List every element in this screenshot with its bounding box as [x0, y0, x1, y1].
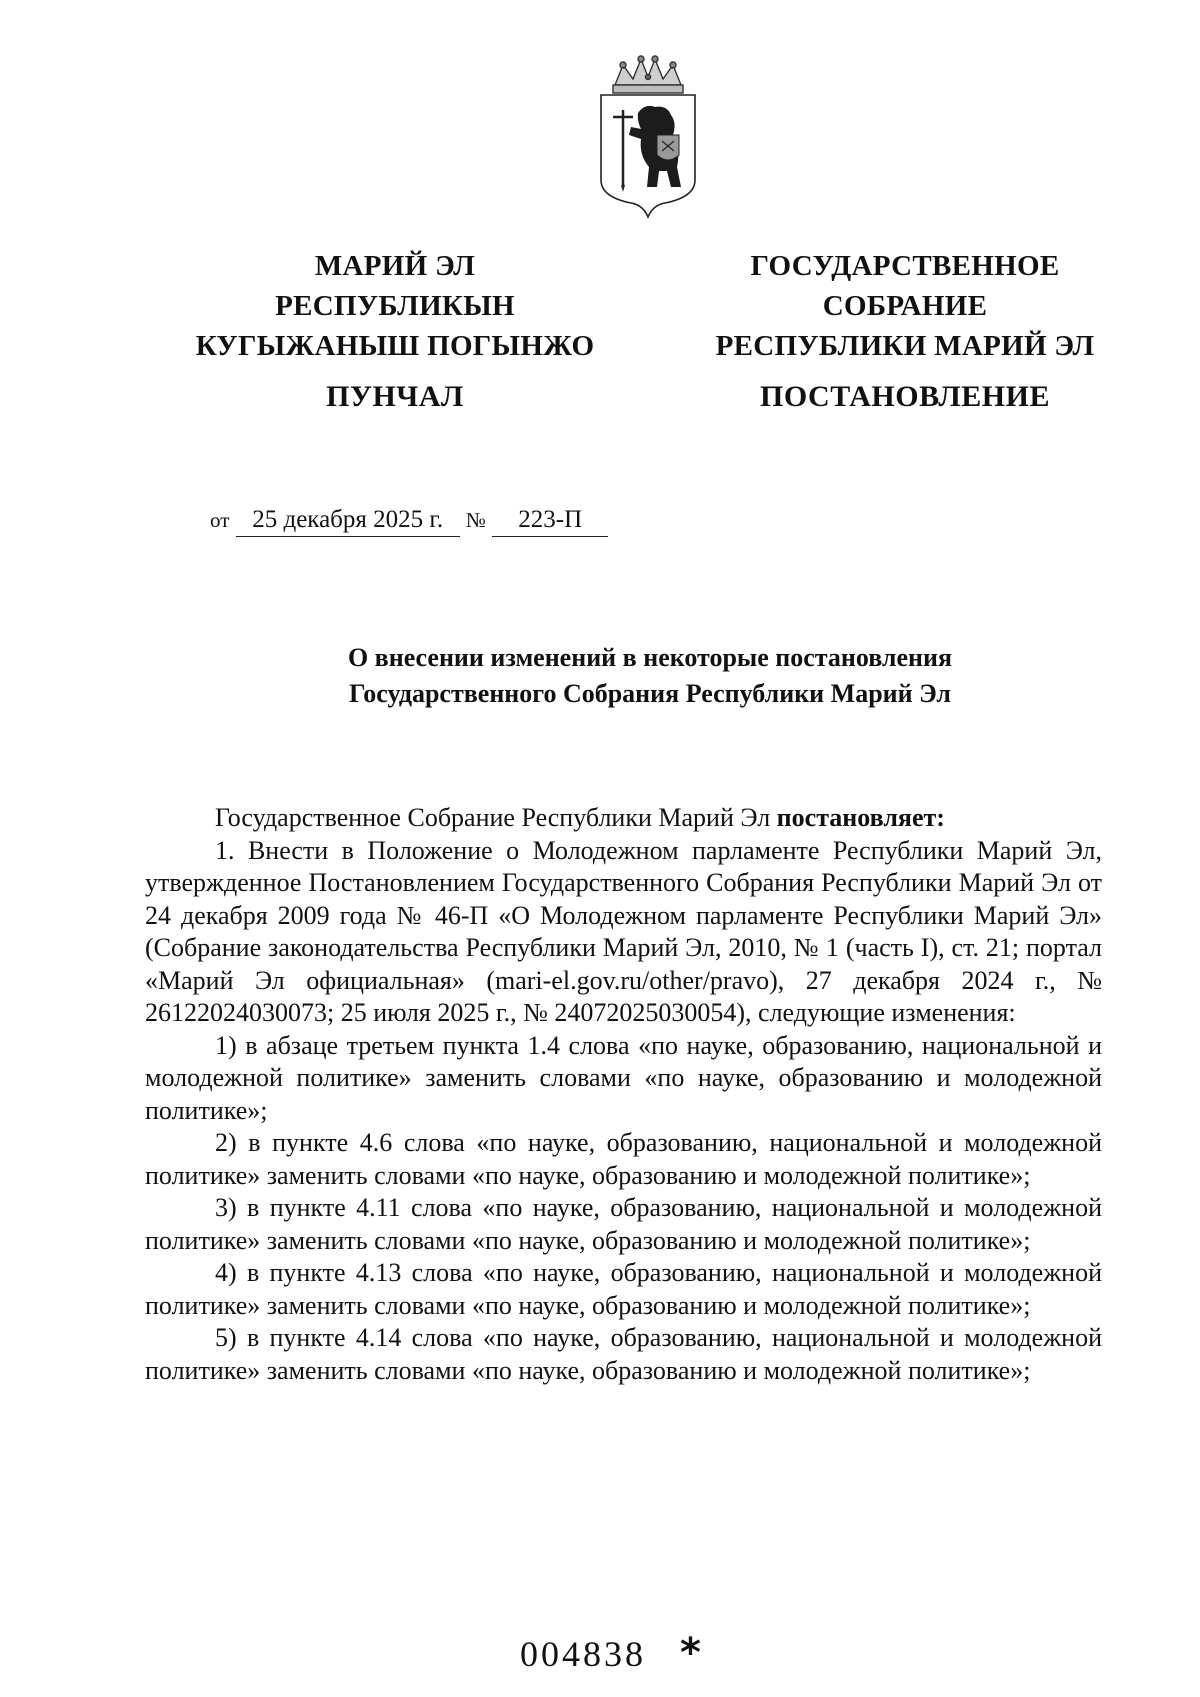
document-number: 223-П [492, 506, 608, 537]
body-paragraph: 1. Внести в Положение о Молодежном парламенте Республики Марий Эл, утвержденное Постановлением Государственного Собрания Республики Марий Эл от 24 декабря 2009 года № 46-П «О Молодежном парламенте Республики Марий Эл» (Собрание законодательства Республики Марий Эл, 2010, № 1 (часть I), ст. 21; портал «Марий Эл официальная» (mari-el.gov.ru/other/pravo), 27 декабря 2024 г., № 26122024030073; 25 июля 2025 г., № 24072025030054), следующие изменения: [145, 835, 1102, 1027]
title-line: О внесении изменений в некоторые постановления [347, 643, 953, 672]
date-number-line [210, 506, 608, 546]
intro-text: Государственное Собрание Республики Марий Эл [215, 803, 777, 832]
header-right-block [680, 246, 1130, 366]
header-right-line: РЕСПУБЛИКИ МАРИЙ ЭЛ [715, 330, 1095, 362]
title-line: Государственного Собрания Республики Марий Эл [349, 679, 951, 708]
document-body [145, 802, 1102, 1387]
header-left-line: РЕСПУБЛИКЫН [275, 290, 515, 322]
body-paragraph: 5) в пункте 4.14 слова «по науке, образованию, национальной и молодежной политике» заменить словами «по науке, образованию и молодежной политике»; [145, 1323, 1102, 1385]
header-right-line: СОБРАНИЕ [822, 290, 988, 322]
serial-number: 004838 [520, 1634, 646, 1674]
asterisk-mark: * [680, 1630, 704, 1676]
body-paragraph: 3) в пункте 4.11 слова «по науке, образованию, национальной и молодежной политике» заменить словами «по науке, образованию и молодежной политике»; [145, 1193, 1102, 1255]
header-left-line: МАРИЙ ЭЛ [314, 250, 476, 282]
body-paragraph: 2) в пункте 4.6 слова «по науке, образованию, национальной и молодежной политике» заменить словами «по науке, образованию и молодежной политике»; [145, 1128, 1102, 1190]
document-date: 25 декабря 2025 г. [236, 506, 460, 537]
intro-paragraph [145, 802, 1102, 835]
intro-resolves: постановляет: [776, 803, 945, 832]
doc-kind-right: ПОСТАНОВЛЕНИЕ [760, 380, 1050, 413]
header-left-block [150, 246, 640, 366]
form-serial-number [520, 1630, 704, 1676]
document-title [150, 640, 1150, 712]
number-sign: № [465, 508, 486, 532]
header-right-line: ГОСУДАРСТВЕННОЕ [750, 250, 1060, 282]
doc-kind-left: ПУНЧАЛ [326, 380, 464, 413]
date-prefix: от [210, 508, 230, 532]
coat-of-arms-icon [593, 55, 703, 220]
header-left-line: КУГЫЖАНЫШ ПОГЫНЖО [195, 330, 595, 362]
body-paragraph: 4) в пункте 4.13 слова «по науке, образованию, национальной и молодежной политике» заменить словами «по науке, образованию и молодежной политике»; [145, 1258, 1102, 1320]
body-paragraph: 1) в абзаце третьем пункта 1.4 слова «по науке, образованию, национальной и молодежной политике» заменить словами «по науке, образованию и молодежной политике»; [145, 1030, 1102, 1125]
